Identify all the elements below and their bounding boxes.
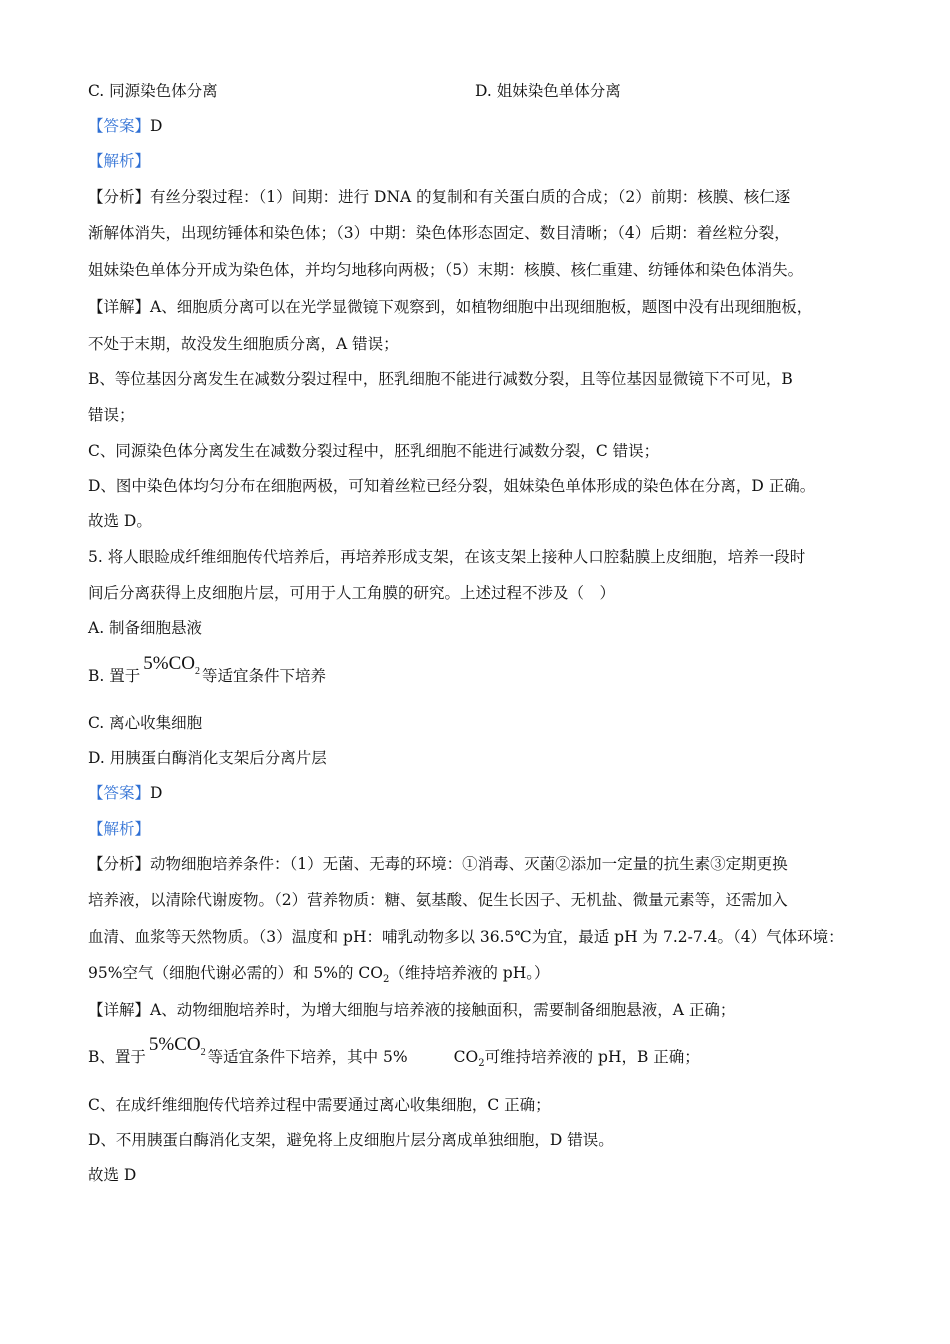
q5-answer bbox=[88, 782, 868, 804]
q4-fenxi-line-1: 【分析】有丝分裂过程：（1）间期：进行 DNA 的复制和有关蛋白质的合成；（2）前期：核膜、核仁逐 bbox=[88, 188, 791, 206]
q4-conclusion: 故选 D。 bbox=[88, 512, 152, 530]
q4-xiangjie-line-1: 【详解】A、细胞质分离可以在光学显微镜下观察到，如植物细胞中出现细胞板，题图中没有出现细胞板， bbox=[88, 298, 813, 316]
q5-option-a: A. 制备细胞悬液 bbox=[88, 619, 203, 637]
q4-xiangjie-line-5: C、同源染色体分离发生在减数分裂过程中，胚乳细胞不能进行减数分裂，C 错误； bbox=[88, 442, 660, 460]
q4-answer bbox=[88, 115, 868, 137]
q5-stem-line-2: 间后分离获得上皮细胞片层，可用于人工角膜的研究。上述过程不涉及（ ） bbox=[88, 584, 616, 602]
q4-xiangjie-line-3: B、等位基因分离发生在减数分裂过程中，胚乳细胞不能进行减数分裂，且等位基因显微镜下不可见，B bbox=[88, 370, 793, 388]
q5-fenxi-line-4: 95%空气（细胞代谢必需的）和 5%的 $CO_2$（维持培养液的 pH。） bbox=[88, 964, 550, 986]
q4-fenxi-line-3: 姐妹染色单体分开成为染色体，并均匀地移向两极；（5）末期：核膜、核仁重建、纺锤体和染色体消失。 bbox=[88, 261, 804, 279]
q5-option-b-post: 等适宜条件下培养 bbox=[201, 667, 326, 685]
answer-tag: 【答案】 bbox=[88, 117, 151, 135]
q5-xiangjie-d: D、不用胰蛋白酶消化支架，避免将上皮细胞片层分离成单独细胞，D 错误。 bbox=[88, 1131, 614, 1149]
answer-tag: 【答案】 bbox=[88, 784, 151, 802]
answer-value: D bbox=[150, 784, 163, 802]
co2-formula: $5\%CO_2$ bbox=[148, 1034, 206, 1058]
q4-option-c: C. 同源染色体分离 bbox=[88, 82, 218, 100]
q5-fenxi-line-1: 【分析】动物细胞培养条件：（1）无菌、无毒的环境：①消毒、灭菌②添加一定量的抗生素③定期更换 bbox=[88, 855, 788, 873]
q4-xiangjie-line-4: 错误； bbox=[88, 406, 135, 424]
q5-conclusion: 故选 D bbox=[88, 1166, 137, 1184]
q4-option-d: D. 姐妹染色单体分离 bbox=[475, 82, 621, 100]
q5-xiangjie-c: C、在成纤维细胞传代培养过程中需要通过离心收集细胞，C 正确； bbox=[88, 1096, 551, 1114]
q4-xiangjie-line-2: 不处于末期，故没发生细胞质分离，A 错误； bbox=[88, 335, 399, 353]
q5-option-c: C. 离心收集细胞 bbox=[88, 714, 203, 732]
q5-option-b bbox=[88, 653, 868, 695]
q5-stem-line-1: 5. 将人眼睑成纤维细胞传代培养后，再培养形成支架，在该支架上接种人口腔黏膜上皮细胞，培养一段时 bbox=[88, 548, 806, 566]
q4-xiangjie-line-6: D、图中染色体均匀分布在细胞两极，可知着丝粒已经分裂，姐妹染色单体形成的染色体在分离，D 正确。 bbox=[88, 477, 816, 495]
q5-fenxi-line-3: 血清、血浆等天然物质。（3）温度和 pH：哺乳动物多以 36.5℃为宜，最适 pH 为 7.2-7.4。（4）气体环境： bbox=[88, 928, 844, 946]
q5-option-b-pre: B. 置于 bbox=[88, 667, 141, 685]
q5-analysis-tag: 【解析】 bbox=[88, 820, 151, 838]
q4-analysis-tag: 【解析】 bbox=[88, 152, 151, 170]
q4-fenxi-line-2: 渐解体消失，出现纺锤体和染色体；（3）中期：染色体形态固定、数目清晰；（4）后期：着丝粒分裂， bbox=[88, 224, 790, 242]
co2-formula: $5\%CO_2$ bbox=[143, 653, 200, 677]
q5-option-d: D. 用胰蛋白酶消化支架后分离片层 bbox=[88, 749, 327, 767]
answer-value: D bbox=[150, 117, 163, 135]
q5-fenxi-line-2: 培养液，以清除代谢废物。（2）营养物质：糖、氨基酸、促生长因子、无机盐、微量元素等，还需加入 bbox=[88, 891, 788, 909]
q4-options-cd-row bbox=[88, 80, 868, 102]
q5-xiangjie-a: 【详解】A、动物细胞培养时，为增大细胞与培养液的接触面积，需要制备细胞悬液，A 正确； bbox=[88, 1001, 736, 1019]
q5-xiangjie-b: B、置于$5\%CO_2$ 等适宜条件下培养，其中 5% $CO_2$可维持培养液的 pH，B 正确； bbox=[88, 1034, 700, 1070]
